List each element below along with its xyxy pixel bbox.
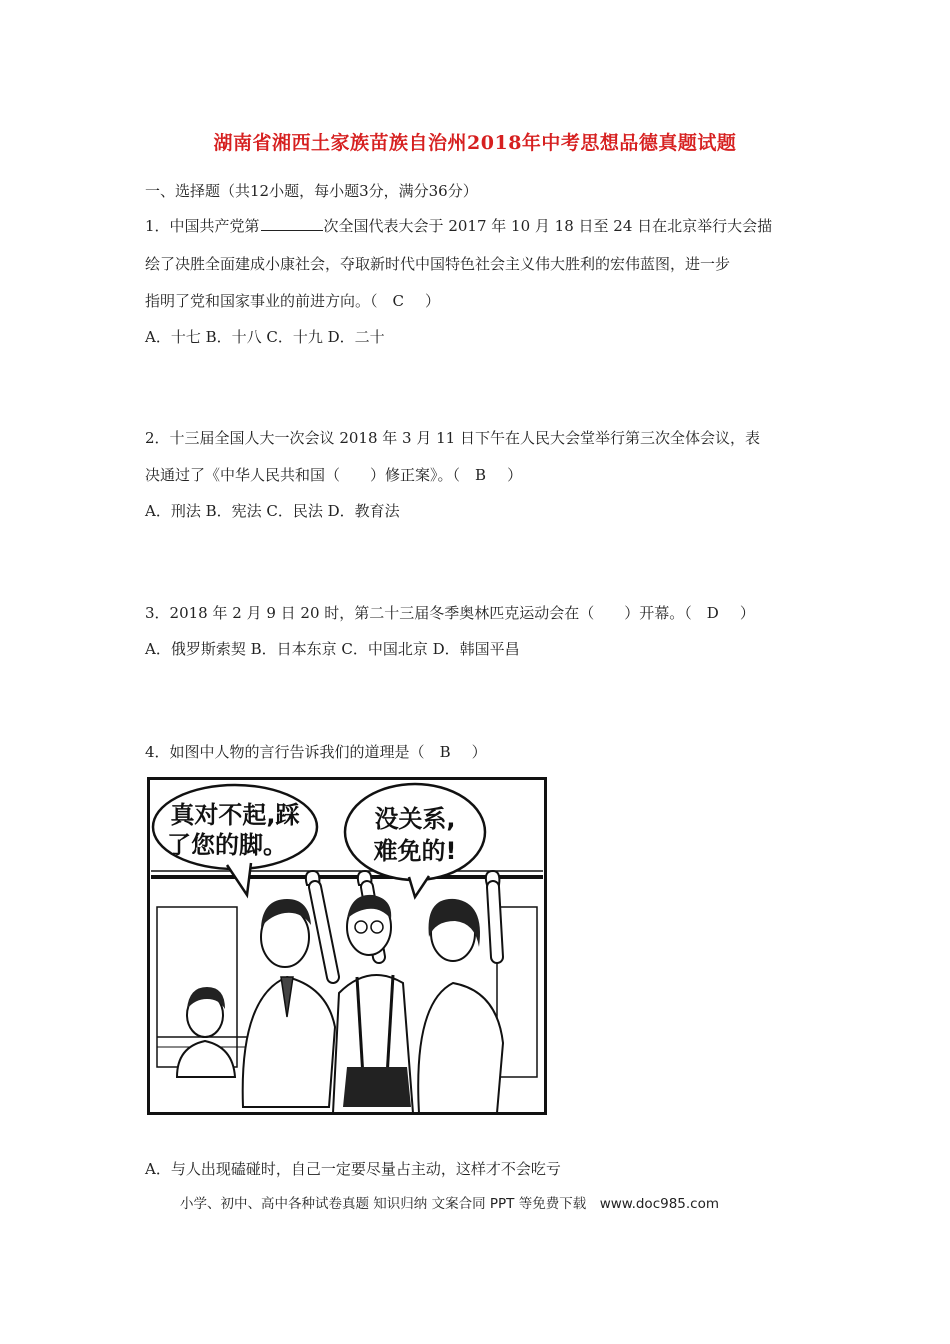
question-1-options: A．十七 B．十八 C．十九 D．二十 bbox=[145, 328, 385, 346]
bubble-right-text-1: 没关系, bbox=[374, 805, 456, 833]
question-4-answer: B bbox=[439, 743, 457, 761]
footer-note: 小学、初中、高中各种试卷真题 知识归纳 文案合同 PPT 等免费下载 www.doc985.com bbox=[180, 1196, 720, 1212]
bubble-right-text-2: 难免的! bbox=[373, 837, 457, 865]
page-title: 湖南省湘西土家族苗族自治州2018年中考思想品德真题试题 bbox=[213, 132, 737, 154]
question-1-answer: C bbox=[392, 292, 411, 310]
question-3-line-1 bbox=[145, 603, 755, 623]
question-1-close: ） bbox=[425, 292, 441, 310]
question-1-line-1 bbox=[145, 216, 772, 236]
question-4-close: ） bbox=[471, 743, 487, 761]
answer-blank bbox=[261, 216, 323, 231]
question-1-line-3 bbox=[145, 291, 440, 311]
question-2-line-1: 2．十三届全国人大一次会议 2018 年 3 月 11 日下午在人民大会堂举行第三次全体会议，表 bbox=[145, 429, 760, 447]
section-heading: 一、选择题（共12小题，每小题3分，满分36分） bbox=[145, 182, 478, 200]
question-1-suffix: 次全国代表大会于 2017 年 10 月 18 日至 24 日在北京举行大会描 bbox=[323, 217, 773, 235]
question-2-line-2 bbox=[145, 465, 522, 485]
question-1-prefix: 1．中国共产党第 bbox=[145, 217, 260, 235]
question-4-options: A．与人出现磕碰时，自己一定要尽量占主动，这样才不会吃亏 bbox=[145, 1160, 561, 1178]
cartoon-illustration bbox=[147, 777, 547, 1115]
question-3-answer: D bbox=[706, 604, 725, 622]
question-1-line-2: 绘了决胜全面建成小康社会，夺取新时代中国特色社会主义伟大胜利的宏伟蓝图，进一步 bbox=[145, 255, 731, 273]
question-2-close: ） bbox=[507, 466, 523, 484]
question-3-close: ） bbox=[739, 604, 755, 622]
question-2-answer: B bbox=[475, 466, 493, 484]
question-4-line-1 bbox=[145, 742, 487, 762]
question-2-options: A．刑法 B．宪法 C．民法 D．教育法 bbox=[145, 502, 400, 520]
bubble-left-text-2: 了您的脚。 bbox=[167, 831, 287, 859]
question-4-text: 4．如图中人物的言行告诉我们的道理是（ bbox=[145, 743, 425, 761]
question-2-text: 决通过了《中华人民共和国（ ）修正案》。（ bbox=[145, 466, 461, 484]
question-1-text: 指明了党和国家事业的前进方向。（ bbox=[145, 292, 378, 310]
question-3-text: 3．2018 年 2 月 9 日 20 时，第二十三届冬季奥林匹克运动会在（ ）开幕。（ bbox=[145, 604, 692, 622]
bubble-left-text-1: 真对不起,踩 bbox=[170, 801, 300, 829]
question-3-options: A．俄罗斯索契 B．日本东京 C．中国北京 D．韩国平昌 bbox=[145, 640, 520, 658]
